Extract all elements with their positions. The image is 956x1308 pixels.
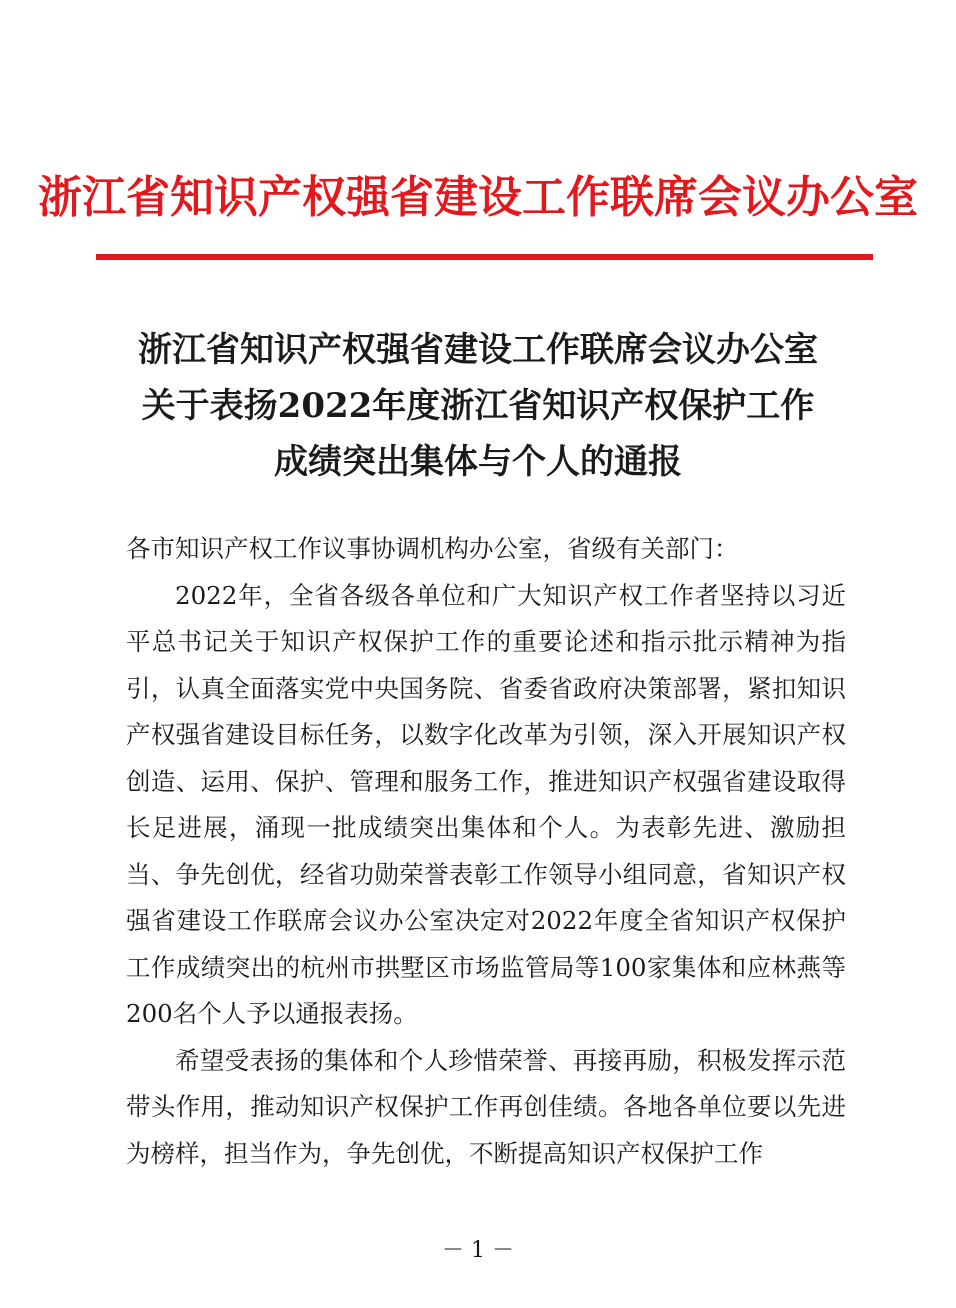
- paragraph-2: 希望受表扬的集体和个人珍惜荣誉、再接再励，积极发挥示范带头作用，推动知识产权保护工作再创佳绩。各地各单位要以先进为榜样，担当作为，争先创优，不断提高知识产权保护工作: [126, 1045, 846, 1168]
- paragraph-1: 2022年，全省各级各单位和广大知识产权工作者坚持以习近平总书记关于知识产权保护工作的重要论述和指示批示精神为指引，认真全面落实党中央国务院、省委省政府决策部署，紧扣知识产权强省建设目标任务，以数字化改革为引领，深入开展知识产权创造、运用、保护、管理和服务工作，推进知识产权强省建设取得长足进展，涌现一批成绩突出集体和个人。为表彰先进、激励担当、争先创优，经省功勋荣誉表彰工作领导小组同意，省知识产权强省建设工作联席会议办公室决定对2022年度全省知识产权保护工作成绩突出的杭州市拱墅区市场监管局等100家集体和应林燕等200名个人予以通报表扬。: [126, 580, 846, 1028]
- masthead-title: 浙江省知识产权强省建设工作联席会议办公室: [38, 172, 918, 223]
- document-body: [126, 526, 846, 1177]
- masthead-red-rule: [96, 254, 873, 260]
- page-number: － 1 －: [442, 1238, 514, 1263]
- salutation: 各市知识产权工作议事协调机构办公室，省级有关部门：: [126, 534, 739, 563]
- document-title-line-3: 成绩突出集体与个人的通报: [274, 442, 682, 482]
- document-title-line-2: 关于表扬2022年度浙江省知识产权保护工作: [141, 386, 815, 426]
- document-title-line-1: 浙江省知识产权强省建设工作联席会议办公室: [138, 330, 818, 370]
- document-title: [0, 322, 956, 490]
